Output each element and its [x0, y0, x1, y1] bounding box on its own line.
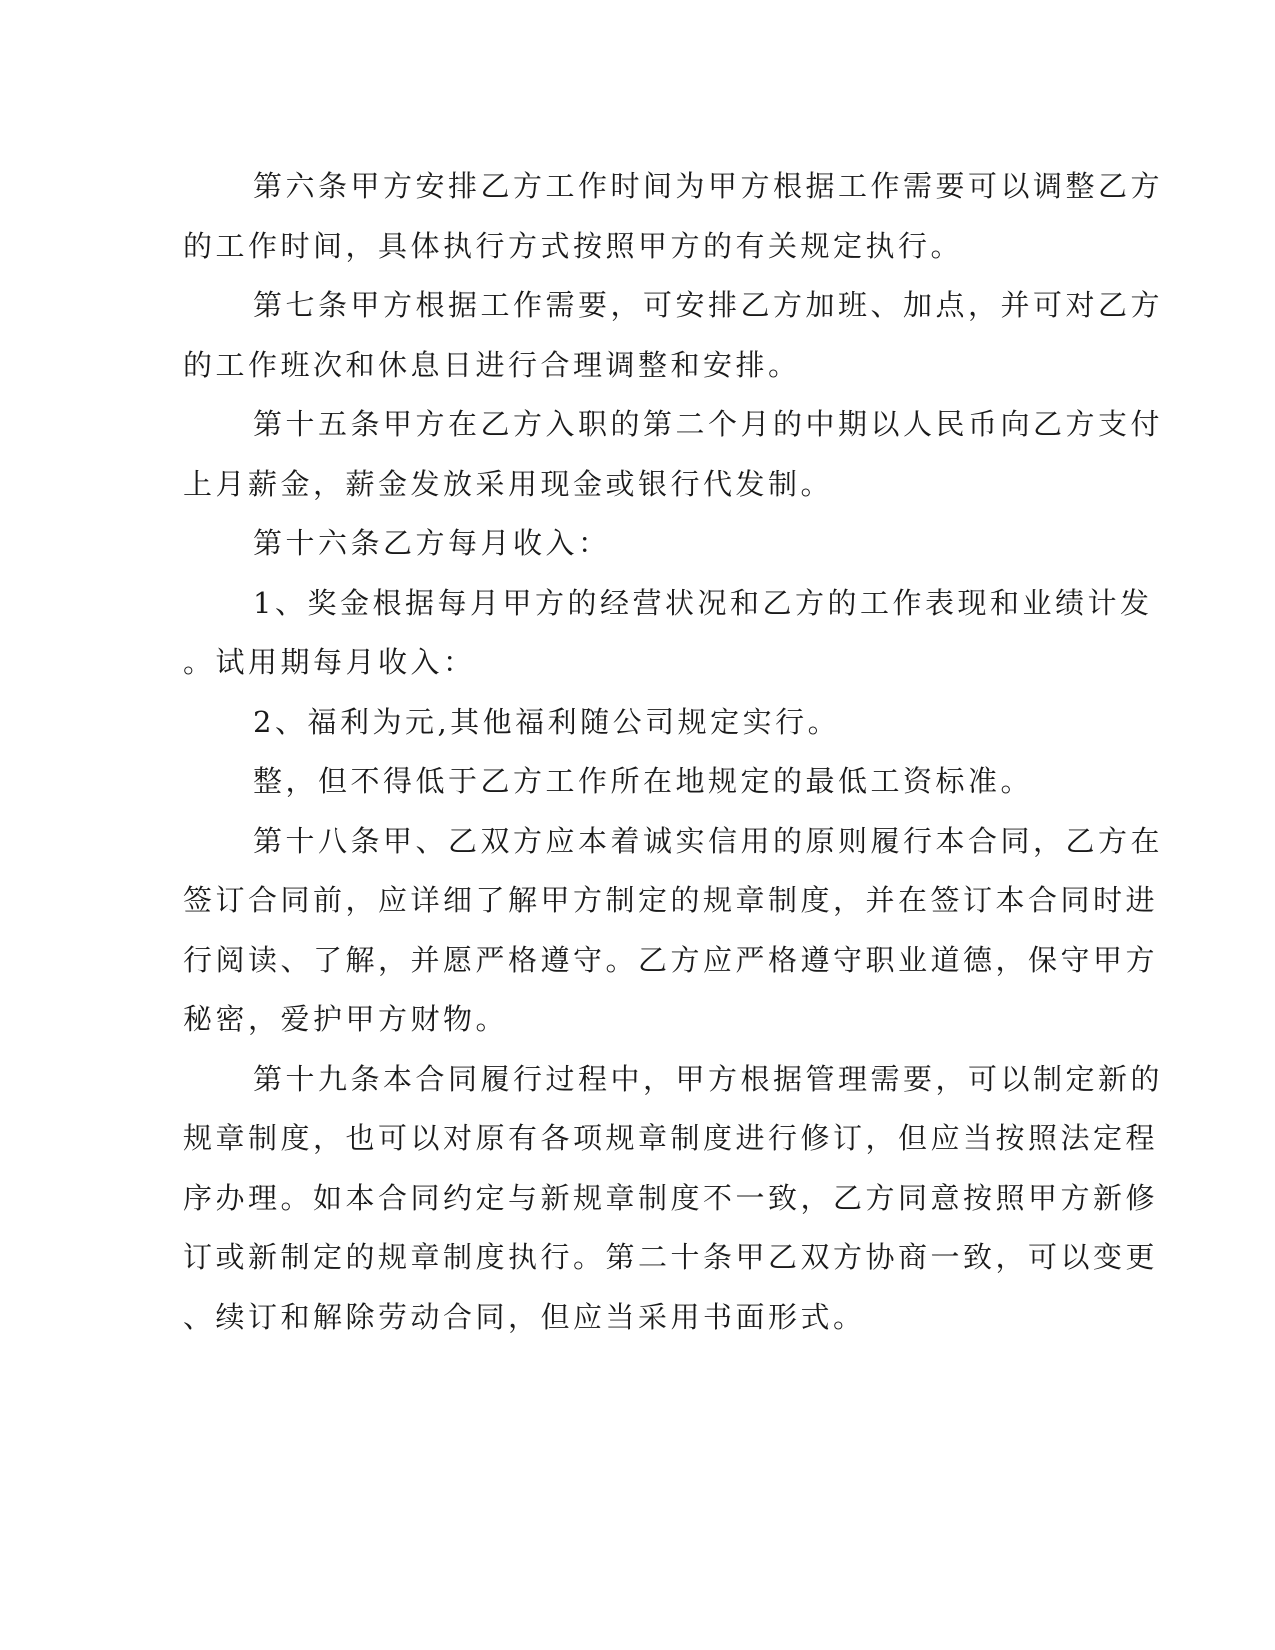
text-line: 的工作时间，具体执行方式按照甲方的有关规定执行。	[183, 228, 964, 263]
paragraph-article-7	[183, 276, 1164, 395]
text-line: 。试用期每月收入：	[183, 645, 476, 679]
text-line: 秘密，爱护甲方财物。	[183, 1002, 509, 1036]
text-line: 行阅读、了解，并愿严格遵守。乙方应严格遵守职业道德，保守甲方	[183, 942, 1159, 977]
paragraph-article-16	[183, 514, 1063, 574]
text-line: 第七条甲方根据工作需要，可安排乙方加班、加点，并可对乙方	[253, 288, 1164, 322]
text-line: 第六条甲方安排乙方工作时间为甲方根据工作需要可以调整乙方	[253, 169, 1164, 203]
text-line: 规章制度，也可以对原有各项规章制度进行修订，但应当按照法定程	[183, 1121, 1159, 1155]
text-line: 的工作班次和休息日进行合理调整和安排。	[183, 347, 801, 382]
text-line: 上月薪金，薪金发放采用现金或银行代发制。	[183, 466, 834, 501]
paragraph-wage-note	[183, 752, 1063, 812]
text-line: 、续订和解除劳动合同，但应当采用书面形式。	[183, 1299, 866, 1334]
text-line: 第十五条甲方在乙方入职的第二个月的中期以人民币向乙方支付	[253, 407, 1164, 441]
paragraph-article-6	[183, 157, 1164, 276]
text-line: 第十九条本合同履行过程中，甲方根据管理需要，可以制定新的	[253, 1061, 1164, 1096]
document-body	[183, 157, 1164, 1347]
text-line: 第十八条甲、乙双方应本着诚实信用的原则履行本合同，乙方在	[253, 823, 1164, 858]
text-line: 订或新制定的规章制度执行。第二十条甲乙双方协商一致，可以变更	[183, 1240, 1159, 1274]
text-line: 第十六条乙方每月收入：	[253, 526, 611, 560]
text-line: 序办理。如本合同约定与新规章制度不一致，乙方同意按照甲方新修	[183, 1180, 1159, 1215]
text-line: 整，但不得低于乙方工作所在地规定的最低工资标准。	[253, 764, 1034, 798]
paragraph-article-18	[183, 812, 1164, 1050]
text-line: 签订合同前，应详细了解甲方制定的规章制度，并在签订本合同时进	[183, 883, 1159, 917]
text-line: 1、奖金根据每月甲方的经营状况和乙方的工作表现和业绩计发	[253, 585, 1153, 620]
paragraph-item-1	[183, 574, 1153, 693]
paragraph-article-19	[183, 1050, 1164, 1348]
paragraph-item-2	[183, 693, 1063, 753]
paragraph-article-15	[183, 395, 1164, 514]
text-line: 2、福利为元,其他福利随公司规定实行。	[253, 704, 841, 739]
